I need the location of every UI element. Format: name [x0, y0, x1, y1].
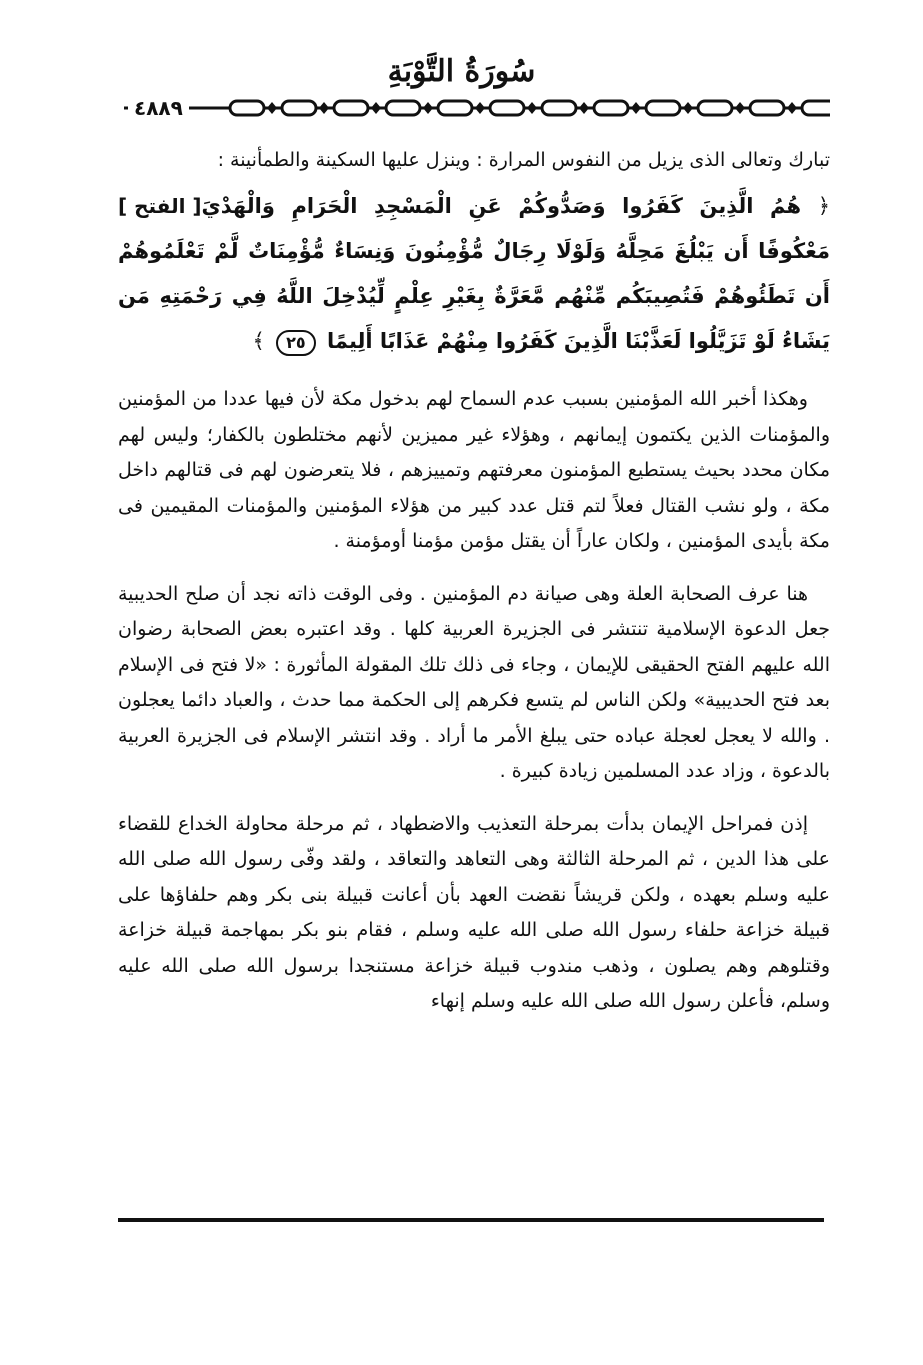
chain-diamond — [267, 102, 277, 114]
chain-diamond — [735, 102, 745, 114]
chain-link — [334, 101, 368, 115]
page-body — [118, 142, 830, 1037]
chain-link — [282, 101, 316, 115]
chain-diamond — [423, 102, 433, 114]
ayah-number: ٢٥ — [276, 330, 316, 356]
chain-diamond — [787, 102, 797, 114]
chain-diamond — [579, 102, 589, 114]
chain-link — [386, 101, 420, 115]
chain-link — [802, 101, 830, 115]
paragraph: وهكذا أخبر الله المؤمنين بسبب عدم السماح لهم بدخول مكة لأن فيها عددا من المؤمنين والمؤمنات الذين يكتمون إيمانهم ، وهؤلاء غير مميزين لأنهم مختلطون بالكفار؛ وليس لهم مكان محدد بحيث يستطيع المؤمنون معرفتهم وتمييزهم ، فلا يتعرضون لهم فى قتالهم داخل مكة ، ولو نشب القتال فعلاً لتم قتل عدد كبير من هؤلاء المؤمنين والمؤمنات المقيمين فى مكة بأيدى المؤمنين ، ولكان عاراً أن يقتل مؤمن مؤمنا أومؤمنة . — [118, 388, 830, 552]
chain-link — [542, 101, 576, 115]
chain-diamond — [631, 102, 641, 114]
chain-diamond — [527, 102, 537, 114]
ornamental-header-rule — [120, 94, 830, 122]
page-number: ٤٨٨٩ — [128, 94, 189, 122]
paragraph: هنا عرف الصحابة العلة وهى صيانة دم المؤمنين . وفى الوقت ذاته نجد أن صلح الحديبية جعل الدعوة الإسلامية تنتشر فى الجزيرة العربية كلها . وقد اعتبره بعض الصحابة رضوان الله عليهم الفتح الحقيقى للإيمان ، وجاء فى ذلك تلك المقولة المأثورة : «لا فتح فى الإسلام بعد فتح الحديبية» ولكن الناس لم يتسع فكرهم إلى الحكمة مما حدث ، والعباد دائما يعجلون . والله لا يعجل لعجلة عباده حتى يبلغ الأمر ما أراد . وقد انتشر الإسلام فى الجزيرة العربية بالدعوة ، وزاد عدد المسلمين زيادة كبيرة . — [118, 582, 830, 782]
chain-link — [438, 101, 472, 115]
chain-link — [490, 101, 524, 115]
chain-diamond — [475, 102, 485, 114]
surah-title: سُورَةُ التَّوْبَةِ — [387, 54, 536, 89]
chain-link — [698, 101, 732, 115]
chain-diamond — [683, 102, 693, 114]
paragraph: إذن فمراحل الإيمان بدأت بمرحلة التعذيب والاضطهاد ، ثم مرحلة محاولة الخداع للقضاء على هذا الدين ، ثم المرحلة الثالثة وهى التعاهد والتعاقد ، ولقد وفّى رسول الله صلى الله عليه وسلم بعهده ، ولكن قريشاً نقضت العهد بأن أعانت قبيلة بنى بكر وهم حلفاؤها على قبيلة خزاعة حلفاء رسول الله صلى الله عليه وسلم ، فقام بنو بكر بمهاجمة قبيلة خزاعة وقتلوهم وهم يصلون ، وذهب مندوب قبيلة خزاعة مستنجدا برسول الله صلى الله عليه وسلم، فأعلن رسول الله صلى الله عليه وسلم إنهاء — [118, 812, 830, 1012]
surah-reference: [ الفتح ] — [118, 194, 202, 218]
footer-rule — [118, 1218, 824, 1222]
chain-link — [646, 101, 680, 115]
chain-diamond — [371, 102, 381, 114]
chain-link — [750, 101, 784, 115]
verse-close-bracket: ﴾ — [252, 329, 265, 353]
verse-text: هُمُ الَّذِينَ كَفَرُوا وَصَدُّوكُمْ عَنِ الْمَسْجِدِ الْحَرَامِ وَالْهَدْيَ مَعْكُوفًا أَن يَبْلُغَ مَحِلَّهُ وَلَوْلَا رِجَالٌ مُّؤْمِنُونَ وَنِسَاءٌ مُّؤْمِنَاتٌ لَّمْ تَعْلَمُوهُمْ أَن تَطَئُوهُمْ فَتُصِيبَكُم مِّنْهُم مَّعَرَّةٌ بِغَيْرِ عِلْمٍ لِّيُدْخِلَ اللَّهُ فِي رَحْمَتِهِ مَن يَشَاءُ لَوْ تَزَيَّلُوا لَعَذَّبْنَا الَّذِينَ كَفَرُوا مِنْهُمْ عَذَابًا أَلِيمًا — [118, 194, 830, 353]
chain-diamond — [319, 102, 329, 114]
verse-open-bracket: ﴿ — [817, 194, 830, 218]
chain-link — [230, 101, 264, 115]
chain-link — [594, 101, 628, 115]
intro-line: تبارك وتعالى الذى يزيل من النفوس المرارة : وينزل عليها السكينة والطمأنينة : — [217, 149, 830, 171]
quran-verse-block — [118, 184, 830, 364]
rule-ornaments — [230, 101, 830, 115]
